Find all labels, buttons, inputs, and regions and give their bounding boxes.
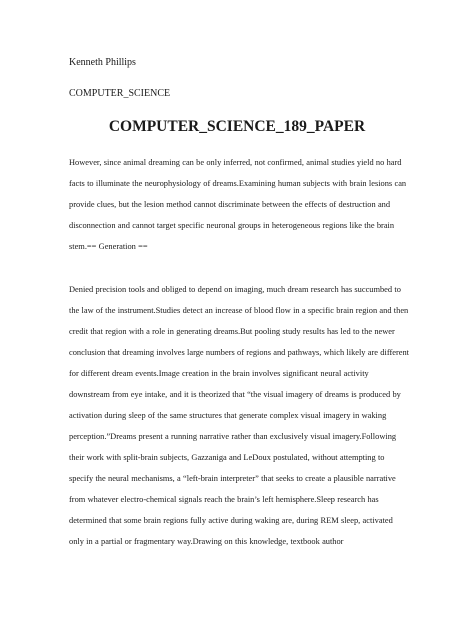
- author-name: Kenneth Phillips: [69, 57, 136, 68]
- document-category: COMPUTER_SCIENCE: [69, 88, 171, 99]
- body-paragraph-2: Denied precision tools and obliged to depend on imaging, much dream research has succumbed to the law of the instrument.Studies detect an increase of blood flow in a specific brain region and then credit that region with a role in generating dreams.But pooling study results has led to the newer conclusion that dreaming involves large numbers of regions and pathways, which likely are different for different dream events.Image creation in the brain involves significant neural activity downstream from eye intake, and it is theorized that “the visual imagery of dreams is produced by activation during sleep of the same structures that generate complex visual imagery in waking perception.”Dreams present a running narrative rather than exclusively visual imagery.Following their work with split-brain subjects, Gazzaniga and LeDoux postulated, without attempting to specify the neural mechanisms, a “left-brain interpreter” that seeks to create a plausible narrative from whatever electro-chemical signals reach the brain’s left hemisphere.Sleep research has determined that some brain regions fully active during waking are, during REM sleep, activated only in a partial or fragmentary way.Drawing on this knowledge, textbook author: [69, 285, 409, 546]
- document-title: COMPUTER_SCIENCE_189_PAPER: [108, 118, 366, 135]
- body-paragraph-1: However, since animal dreaming can be only inferred, not confirmed, animal studies yield no hard facts to illuminate the neurophysiology of dreams.Examining human subjects with brain lesions can provide clues, but the lesion method cannot discriminate between the effects of destruction and disconnection and cannot target specific neuronal groups in heterogeneous regions like the brain stem.== Generation ==: [69, 158, 407, 251]
